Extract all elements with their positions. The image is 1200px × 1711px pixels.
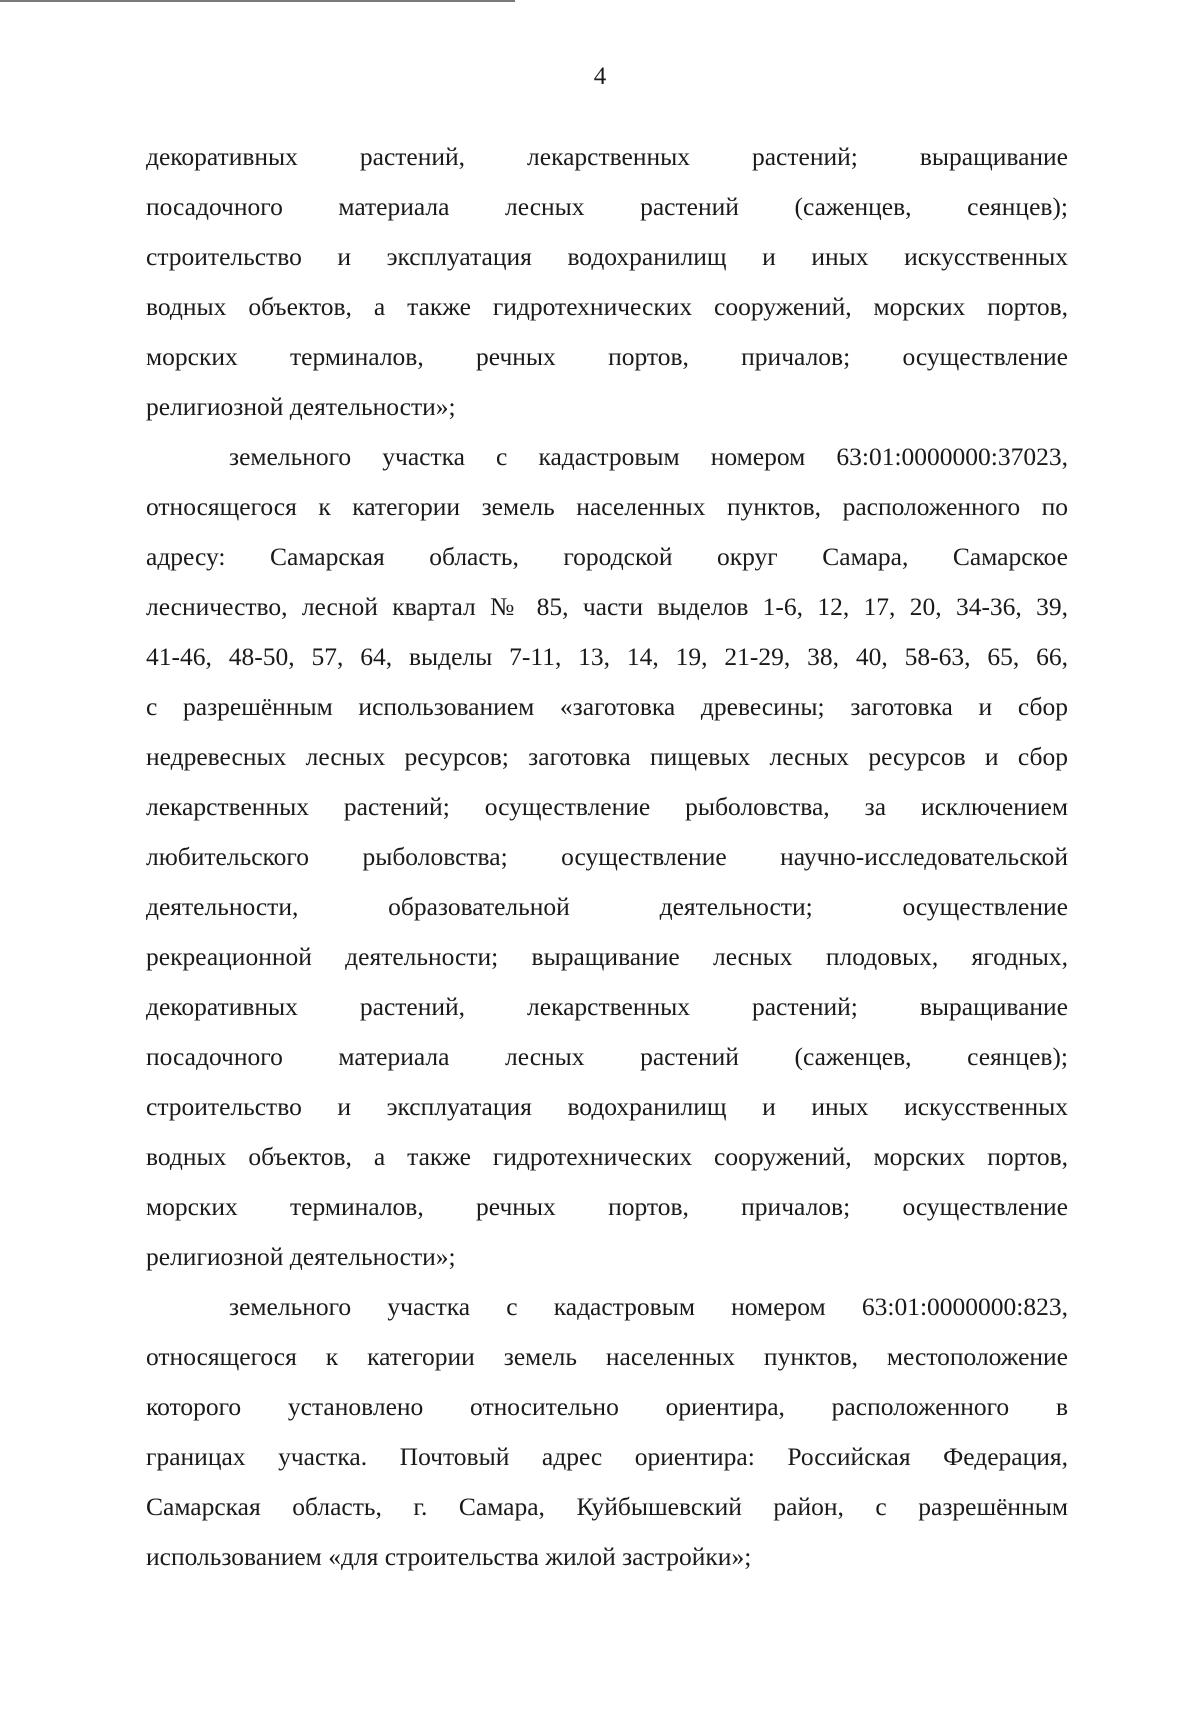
paragraph-3 [146, 1282, 1068, 1582]
text-line: лесничество, лесной квартал № 85, части выделов 1-6, 12, 17, 20, 34-36, 39, [146, 592, 1068, 621]
document-body [146, 132, 1068, 1582]
text-line: земельного участка с кадастровым номером 63:01:0000000:37023, [229, 442, 1068, 471]
text-line: водных объектов, а также гидротехнических сооружений, морских портов, [146, 292, 1068, 321]
text-line: религиозной деятельности»; [146, 392, 456, 421]
text-line: рекреационной деятельности; выращивание лесных плодовых, ягодных, [146, 942, 1068, 971]
text-line: строительство и эксплуатация водохранилищ и иных искусственных [146, 1092, 1068, 1121]
page-number: 4 [593, 63, 607, 90]
paragraph-1 [146, 132, 1068, 432]
text-line: относящегося к категории земель населенных пунктов, расположенного по [146, 492, 1068, 521]
text-line: недревесных лесных ресурсов; заготовка пищевых лесных ресурсов и сбор [146, 742, 1068, 771]
text-line: с разрешённым использованием «заготовка древесины; заготовка и сбор [146, 692, 1068, 721]
text-line: деятельности, образовательной деятельности; осуществление [146, 892, 1068, 921]
text-line: декоративных растений, лекарственных растений; выращивание [146, 142, 1068, 171]
text-line: относящегося к категории земель населенных пунктов, местоположение [146, 1342, 1068, 1371]
text-line: посадочного материала лесных растений (саженцев, сеянцев); [146, 1042, 1068, 1071]
text-line: морских терминалов, речных портов, причалов; осуществление [146, 342, 1068, 371]
text-line: строительство и эксплуатация водохранилищ и иных искусственных [146, 242, 1068, 271]
text-line: посадочного материала лесных растений (саженцев, сеянцев); [146, 192, 1068, 221]
text-line: морских терминалов, речных портов, причалов; осуществление [146, 1192, 1068, 1221]
text-line: религиозной деятельности»; [146, 1242, 456, 1271]
text-line: адресу: Самарская область, городской округ Самара, Самарское [146, 542, 1068, 571]
text-line: лекарственных растений; осуществление рыболовства, за исключением [146, 792, 1068, 821]
text-line: которого установлено относительно ориентира, расположенного в [146, 1392, 1068, 1421]
text-line: границах участка. Почтовый адрес ориентира: Российская Федерация, [146, 1442, 1068, 1471]
top-edge-rule [0, 0, 515, 2]
text-line: использованием «для строительства жилой застройки»; [146, 1542, 752, 1571]
text-line: любительского рыболовства; осуществление научно-исследовательской [146, 842, 1068, 871]
text-line: водных объектов, а также гидротехнических сооружений, морских портов, [146, 1142, 1068, 1171]
paragraph-2 [146, 432, 1068, 1282]
text-line: земельного участка с кадастровым номером 63:01:0000000:823, [229, 1292, 1068, 1321]
text-line: Самарская область, г. Самара, Куйбышевский район, с разрешённым [146, 1492, 1068, 1521]
text-line: декоративных растений, лекарственных растений; выращивание [146, 992, 1068, 1021]
text-line: 41-46, 48-50, 57, 64, выделы 7-11, 13, 14, 19, 21-29, 38, 40, 58-63, 65, 66, [146, 642, 1068, 671]
